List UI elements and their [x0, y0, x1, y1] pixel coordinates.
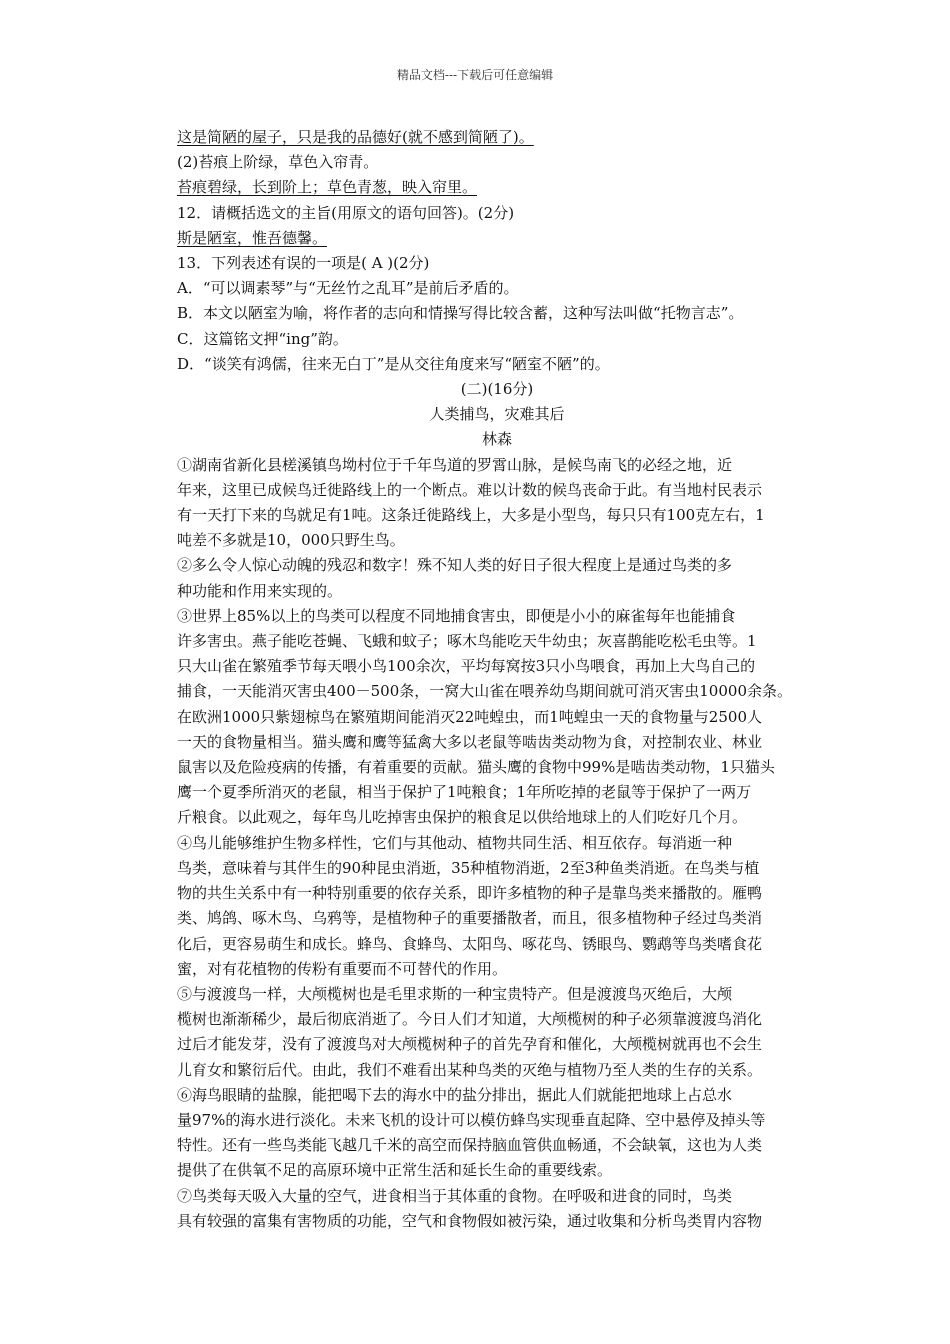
- paragraph-line: 捕食，一天能消灭害虫400－500条，一窝大山雀在喂养幼鸟期间就可消灭害虫10000余条。: [177, 682, 792, 701]
- paragraph-line: 年来，这里已成候鸟迁徙路线上的一个断点。难以计数的候鸟丧命于此。有当地村民表示: [177, 480, 763, 499]
- paragraph-line: ③世界上85%以上的鸟类可以程度不同地捕食害虫，即便是小小的麻雀每年也能捕食: [177, 606, 736, 625]
- article-paragraph: [177, 553, 817, 603]
- answer-line: [177, 226, 817, 251]
- paragraph-line: 量97%的海水进行淡化。未来飞机的设计可以模仿蜂鸟实现垂直起降、空中悬停及掉头等: [177, 1110, 766, 1129]
- question-line: 12．请概括选文的主旨(用原文的语句回答)。(2分): [177, 203, 515, 222]
- paragraph-line: 类、鸠鸽、啄木鸟、乌鸦等，是植物种子的重要播散者，而且，很多植物种子经过鸟类消: [177, 909, 763, 928]
- paragraph-line: ⑦鸟类每天吸入大量的空气，进食相当于其体重的食物。在呼吸和进食的同时，鸟类: [177, 1186, 733, 1205]
- paragraph-line: ④鸟儿能够维护生物多样性，它们与其他动、植物共同生活、相互依存。每消逝一种: [177, 833, 733, 852]
- article-title: 人类捕鸟，灾难其后: [429, 405, 565, 424]
- paragraph-line: 鹰一个夏季所消灭的老鼠，相当于保护了1吨粮食；1年所吃掉的老鼠等于保护了一两万: [177, 783, 752, 802]
- paragraph-line: 斤粮食。以此观之，每年鸟儿吃掉害虫保护的粮食足以供给地球上的人们吃好几个月。: [177, 808, 748, 827]
- question-line: A．“可以调素琴”与“无丝竹之乱耳”是前后矛盾的。: [177, 279, 519, 298]
- article-body: [177, 453, 817, 1234]
- paragraph-line: 吨差不多就是10，000只野生鸟。: [177, 531, 405, 550]
- underlined-answer: 苔痕碧绿，长到阶上；草色青葱，映入帘里。: [177, 178, 478, 197]
- paragraph-line: 儿育女和繁衍后代。由此，我们不难看出某种鸟类的灭绝与植物乃至人类的生存的关系。: [177, 1060, 763, 1079]
- question-line: D．“谈笑有鸿儒，往来无白丁”是从交往角度来写“陋室不陋”的。: [177, 354, 610, 373]
- article-paragraph: [177, 831, 817, 982]
- paragraph-line: ⑥海鸟眼睛的盐腺，能把喝下去的海水中的盐分排出，据此人们就能把地球上占总水: [177, 1085, 733, 1104]
- paragraph-line: 提供了在供氧不足的高原环境中正常生活和延长生命的重要线索。: [177, 1161, 613, 1180]
- question-line: C．这篇铭文押“ing”韵。: [177, 329, 348, 348]
- underlined-answer: 这是简陋的屋子，只是我的品德好(就不感到简陋了)。: [177, 128, 534, 146]
- paragraph-line: 鸟类，意味着与其伴生的90种昆虫消逝，35种植物消逝，2至3种鱼类消逝。在鸟类与植: [177, 858, 760, 877]
- document-body: [177, 125, 817, 1234]
- paragraph-line: 有一天打下来的鸟就足有1吨。这条迁徙路线上，大多是小型鸟，每只只有100克左右，1: [177, 506, 765, 525]
- paragraph-line: ①湖南省新化县槎溪镇鸟坳村位于千年鸟道的罗霄山脉，是候鸟南飞的必经之地，近: [177, 455, 733, 474]
- question-line: B．本文以陋室为喻，将作者的志向和情操写得比较含蓄，这种写法叫做“托物言志”。: [177, 304, 744, 323]
- underlined-answer: 斯是陋室，惟吾德馨。: [177, 228, 328, 247]
- section-heading: (二)(16分): [460, 380, 534, 399]
- paragraph-line: 物的共生关系中有一种特别重要的依存关系，即许多植物的种子是靠鸟类来播散的。雁鸭: [177, 884, 763, 903]
- paragraph-line: 过后才能发芽，没有了渡渡鸟对大颅榄树种子的首先孕育和催化，大颅榄树就再也不会生: [177, 1035, 763, 1054]
- paragraph-line: 许多害虫。燕子能吃苍蝇、飞蛾和蚊子；啄木鸟能吃天牛幼虫；灰喜鹊能吃松毛虫等。1: [177, 632, 757, 651]
- article-author: 林森: [481, 430, 512, 449]
- paragraph-line: 只大山雀在繁殖季节每天喂小鸟100余次，平均每窝按3只小鸟喂食，再加上大鸟自己的: [177, 657, 756, 676]
- paragraph-line: 一天的食物量相当。猫头鹰和鹰等猛禽大多以老鼠等啮齿类动物为食，对控制农业、林业: [177, 732, 763, 751]
- article-paragraph: [177, 453, 817, 554]
- article-paragraph: [177, 982, 817, 1083]
- article-paragraph: [177, 1083, 817, 1184]
- paragraph-line: ⑤与渡渡鸟一样，大颅榄树也是毛里求斯的一种宝贵特产。但是渡渡鸟灭绝后，大颅: [177, 984, 733, 1003]
- paragraph-line: 具有较强的富集有害物质的功能，空气和食物假如被污染，通过收集和分析鸟类胃内容物: [177, 1211, 763, 1230]
- paragraph-line: 在欧洲1000只紫翅椋鸟在繁殖期间能消灭22吨蝗虫，而1吨蝗虫一天的食物量与2500人: [177, 707, 762, 726]
- article-paragraph: [177, 604, 817, 831]
- paragraph-line: ②多么令人惊心动魄的残忍和数字！殊不知人类的好日子很大程度上是通过鸟类的多: [177, 556, 733, 575]
- paragraph-line: 蜜，对有花植物的传粉有重要而不可替代的作用。: [177, 959, 508, 978]
- question-line: (2)苔痕上阶绿，草色入帘青。: [177, 153, 379, 172]
- question-answer-block: [177, 125, 817, 377]
- paragraph-line: 特性。还有一些鸟类能飞越几千米的高空而保持脑血管供血畅通，不会缺氧，这也为人类: [177, 1136, 763, 1155]
- page-header: 精品文档---下载后可任意编辑: [396, 68, 554, 82]
- paragraph-line: 榄树也渐渐稀少，最后彻底消逝了。今日人们才知道，大颅榄树的种子必须靠渡渡鸟消化: [177, 1010, 763, 1029]
- answer-line: [177, 125, 817, 150]
- article-paragraph: [177, 1184, 817, 1234]
- paragraph-line: 化后，更容易萌生和成长。蜂鸟、食蜂鸟、太阳鸟、啄花鸟、锈眼鸟、鹦鹉等鸟类嗜食花: [177, 934, 763, 953]
- question-line: 13．下列表述有误的一项是( A )(2分): [177, 254, 430, 273]
- answer-line: [177, 175, 817, 200]
- paragraph-line: 鼠害以及危险疫病的传播，有着重要的贡献。猫头鹰的食物中99%是啮齿类动物，1只猫头: [177, 758, 775, 777]
- paragraph-line: 种功能和作用来实现的。: [177, 581, 343, 600]
